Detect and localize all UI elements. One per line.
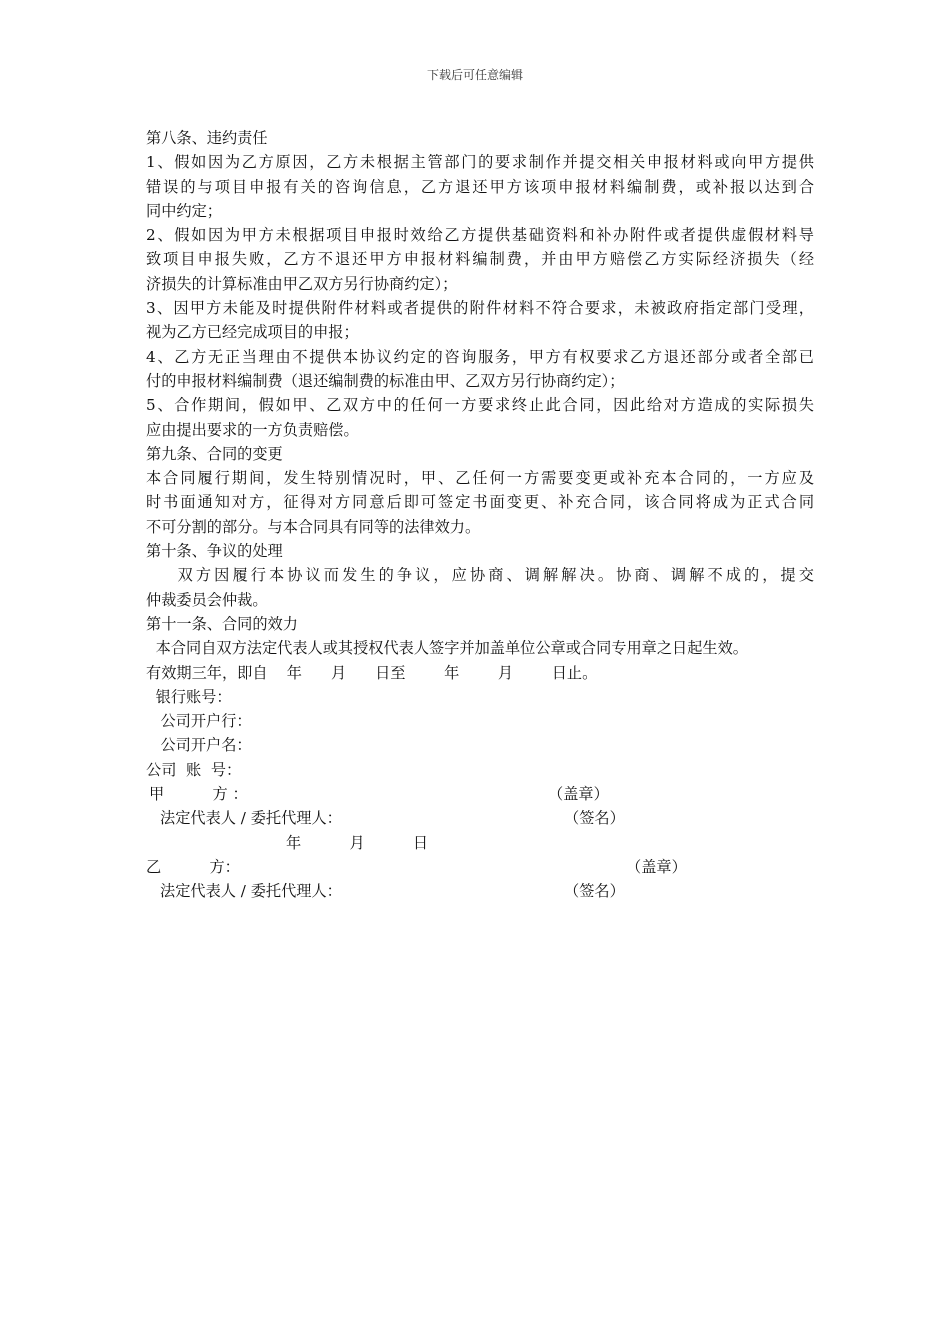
text-line: 第九条、合同的变更 [146, 444, 283, 463]
text-line: 济损失的计算标准由甲乙双方另行协商约定）； [146, 274, 458, 293]
text-line: 第八条、违约责任 [146, 129, 268, 147]
text-line: 同中约定； [146, 201, 222, 220]
text-line: 第十一条、合同的效力 [146, 614, 298, 633]
party-b-row [146, 855, 814, 879]
party-b-sign: （签名） [564, 882, 625, 901]
text-line: 应由提出要求的一方负责赔偿。 [146, 420, 359, 439]
text-line: 第十条、争议的处理 [146, 542, 283, 561]
text-line: 3、因甲方未能及时提供附件材料或者提供的附件材料不符合要求，未被政府指定部门受理， [146, 299, 814, 318]
text-line: 错误的与项目申报有关的咨询信息，乙方退还甲方该项申报材料编制费，或补报以达到合 [146, 177, 814, 196]
contract-text [146, 126, 814, 782]
party-a-seal: （盖章） [548, 785, 609, 804]
party-a-rep-label: 法定代表人 / 委托代理人： [160, 809, 342, 828]
text-line: 5、合作期间，假如甲、乙双方中的任何一方要求终止此合同，因此给对方造成的实际损失 [146, 396, 814, 415]
party-b-rep-label: 法定代表人 / 委托代理人： [160, 882, 342, 901]
text-line: 公司开户行： [146, 712, 252, 731]
party-b-label: 乙 方： [146, 857, 240, 876]
page-header: 下载后可任意编辑 [426, 68, 523, 82]
party-b-seal: （盖章） [626, 857, 687, 876]
text-line: 1、假如因为乙方原因，乙方未根据主管部门的要求制作并提交相关申报材料或向甲方提供 [146, 153, 814, 172]
text-line: 不可分割的部分。与本合同具有同等的法律效力。 [146, 517, 481, 536]
text-line: 本合同履行期间，发生特别情况时，甲、乙任何一方需要变更或补充本合同的，一方应及 [146, 469, 814, 488]
contract-body [146, 126, 814, 904]
party-a-label: 甲 方 ： [149, 785, 248, 804]
text-line: 本合同自双方法定代表人或其授权代表人签字并加盖单位公章或合同专用章之日起生效。 [146, 639, 748, 658]
text-line: 时书面通知对方，征得对方同意后即可签定书面变更、补充合同，该合同将成为正式合同 [146, 493, 814, 512]
text-line: 付的申报材料编制费（退还编制费的标准由甲、乙双方另行协商约定）； [146, 371, 625, 390]
text-line: 公司开户名： [146, 736, 252, 755]
date-line: 年 月 日 [286, 833, 429, 852]
party-a-sign: （签名） [564, 809, 625, 828]
text-line: 4、乙方无正当理由不提供本协议约定的咨询服务，甲方有权要求乙方退还部分或者全部已 [146, 347, 814, 366]
text-line: 公司 账 号： [146, 760, 242, 779]
text-line: 双方因履行本协议而发生的争议，应协商、调解解决。协商、调解不成的，提交 [146, 566, 814, 585]
text-line: 仲裁委员会仲裁。 [146, 590, 268, 609]
text-line: 2、假如因为甲方未根据项目申报时效给乙方提供基础资料和补办附件或者提供虚假材料导 [146, 226, 814, 245]
party-b-rep-row [146, 879, 814, 903]
party-a-row [146, 782, 814, 806]
date-row [146, 831, 814, 855]
text-line: 致项目申报失败，乙方不退还甲方申报材料编制费，并由甲方赔偿乙方实际经济损失（经 [146, 250, 814, 269]
party-a-rep-row [146, 806, 814, 830]
text-line: 有效期三年，即自 年 月 日至 年 月 日止。 [146, 663, 598, 682]
text-line: 银行账号： [146, 687, 232, 706]
text-line: 视为乙方已经完成项目的申报； [146, 323, 359, 342]
